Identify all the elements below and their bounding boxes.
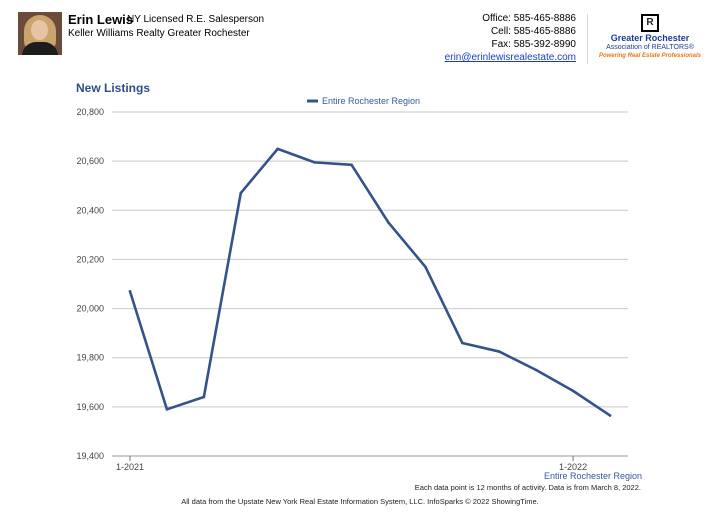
data-point bbox=[239, 192, 242, 195]
office-phone: Office: 585-465-8886 bbox=[482, 13, 576, 24]
data-point bbox=[424, 266, 427, 269]
y-tick-label: 20,600 bbox=[76, 156, 104, 167]
legend-label: Entire Rochester Region bbox=[322, 96, 421, 106]
logo-line-2: Association of REALTORS® bbox=[606, 44, 694, 51]
fax-number: Fax: 585-392-8990 bbox=[491, 39, 576, 50]
chart-legend bbox=[307, 96, 420, 106]
logo-line-1: Greater Rochester bbox=[610, 33, 690, 43]
data-point bbox=[276, 148, 279, 151]
series-label-bottom: Entire Rochester Region bbox=[543, 471, 642, 481]
agent-company: Keller Williams Realty Greater Rochester bbox=[68, 28, 250, 39]
agent-name: Erin Lewis bbox=[68, 12, 134, 27]
y-tick-label: 20,200 bbox=[76, 254, 104, 265]
data-point bbox=[609, 414, 612, 417]
email-link[interactable]: erin@erinlewisrealestate.com bbox=[444, 52, 576, 63]
y-tick-label: 19,600 bbox=[76, 401, 104, 412]
y-tick-label: 20,800 bbox=[76, 107, 104, 117]
x-tick-label: 1-2022 bbox=[559, 462, 588, 472]
y-tick-label: 19,400 bbox=[76, 451, 104, 461]
data-point bbox=[535, 369, 538, 372]
logo-line-3: Powering Real Estate Professionals bbox=[598, 53, 702, 59]
footer-credit: All data from the Upstate New York Real Estate Information System, LLC. InfoSparks © 2022 ShowingTime. bbox=[181, 497, 539, 506]
x-tick-label: 1-2021 bbox=[115, 462, 145, 472]
data-point bbox=[572, 390, 575, 393]
chart-title: New Listings bbox=[76, 81, 151, 95]
data-point bbox=[129, 290, 132, 293]
data-point bbox=[461, 342, 464, 345]
data-point bbox=[498, 350, 501, 353]
cell-phone: Cell: 585-465-8886 bbox=[490, 26, 576, 37]
y-tick-label: 20,400 bbox=[76, 205, 104, 216]
data-note: Each data point is 12 months of activity. Data is from March 8, 2022. bbox=[414, 483, 641, 492]
realtor-r-icon: R bbox=[641, 14, 659, 32]
chart-grid bbox=[112, 112, 628, 456]
data-point bbox=[166, 408, 169, 411]
x-axis bbox=[116, 456, 587, 472]
data-point bbox=[203, 396, 206, 399]
y-tick-label: 19,800 bbox=[76, 352, 104, 363]
y-axis-ticks bbox=[76, 107, 104, 461]
agent-title: NY Licensed R.E. Salesperson bbox=[127, 14, 265, 25]
chart-series bbox=[129, 148, 612, 417]
y-tick-label: 20,000 bbox=[76, 303, 104, 314]
series-line bbox=[130, 149, 610, 416]
data-point bbox=[387, 221, 390, 224]
data-point bbox=[313, 161, 316, 164]
data-point bbox=[350, 164, 353, 167]
